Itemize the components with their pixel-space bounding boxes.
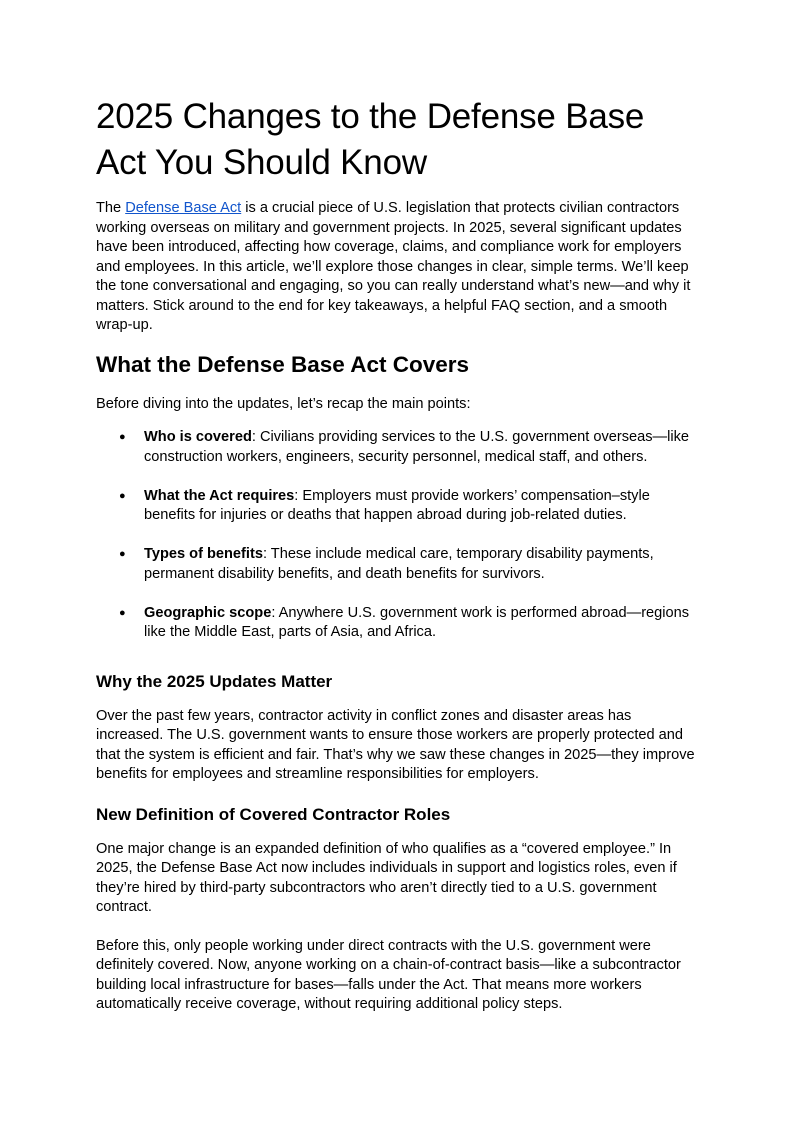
new-definition-paragraph-2: Before this, only people working under direct contracts with the U.S. government were definitely covered. Now, anyone working on a chain-of-contract basis—like a subcontractor building local infrastructure for bases—falls under the Act. That means more workers automatically receive coverage, without requiring additional policy steps. [96,937,681,1012]
intro-paragraph [96,199,700,336]
why-updates-paragraph: Over the past few years, contractor activity in conflict zones and disaster areas has increased. The U.S. government wants to ensure those workers are properly protected and that the system is efficient and fair. That’s why we saw these changes in 2025—they improve benefits for employees and streamline responsibilities for employers. [96,707,695,782]
section-heading-covers: What the Defense Base Act Covers [96,351,470,377]
coverage-bullet-list [96,428,700,643]
bullet-term: Types of benefits [144,546,263,562]
new-definition-paragraph-1: One major change is an expanded definition of who qualifies as a “covered employee.” In 2025, the Defense Base Act now includes individuals in support and logistics roles, even if they’re hired by third-party subcontractors who aren’t directly tied to a U.S. government contract. [96,840,677,915]
list-item [96,487,700,526]
bullet-text: : Civilians providing services to the U.S. government overseas—like construction workers, engineers, security personnel, medical staff, and others. [144,429,690,465]
intro-text-after-link: is a crucial piece of U.S. legislation that protects civilian contractors working overseas on military and government projects. In 2025, several significant updates have been introduced, affecting how coverage, claims, and compliance work for employers and employees. In this article, we’ll explore those changes in clear, simple terms. We’ll keep the tone conversational and engaging, so you can really understand what’s new—and why it matters. Stick around to the end for key takeaways, a helpful FAQ section, and a smooth wrap-up. [96,200,691,333]
bullet-text: : Anywhere U.S. government work is performed abroad—regions like the Middle East, parts of Asia, and Africa. [144,604,690,640]
bullet-icon: ● [119,431,126,443]
bullet-term: What the Act requires [144,487,295,504]
section-heading-new-definition: New Definition of Covered Contractor Roles [96,804,451,824]
bullet-icon: ● [119,606,126,619]
bullet-icon: ● [119,548,126,560]
bullet-icon: ● [119,489,126,502]
bullet-text: : These include medical care, temporary disability payments, permanent disability benefits, and death benefits for survivors. [144,546,654,582]
list-item [96,428,700,467]
page-title: 2025 Changes to the Defense Base Act You Should Know [96,97,645,182]
document-page [96,94,700,1015]
intro-text-before-link: The [96,200,126,216]
bullet-term: Who is covered [144,429,252,445]
list-item [96,604,700,643]
bullet-text: : Employers must provide workers’ compensation–style benefits for injuries or deaths that happen abroad during job-related duties. [144,487,650,523]
bullet-term: Geographic scope [144,604,272,621]
defense-base-act-link[interactable]: Defense Base Act [125,200,242,216]
section-heading-why-updates: Why the 2025 Updates Matter [96,671,333,691]
list-item [96,545,700,584]
section-lead: Before diving into the updates, let’s recap the main points: [96,395,471,412]
